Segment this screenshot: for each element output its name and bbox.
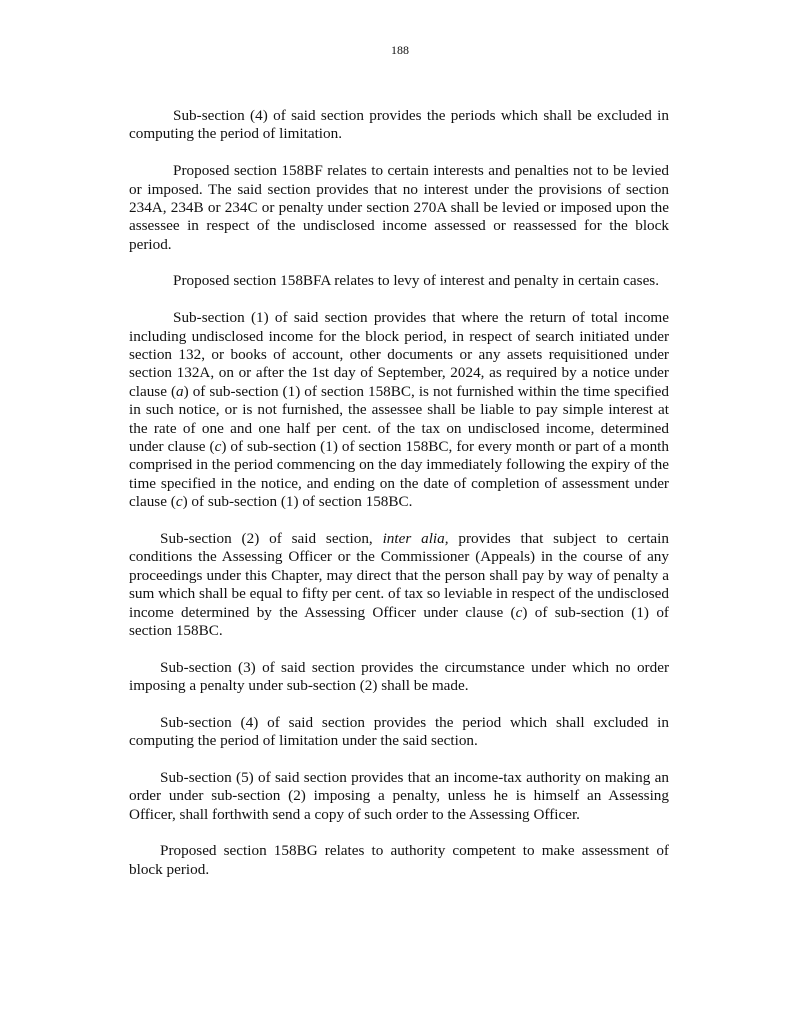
paragraph-158bfa-subsection-2 [129, 530, 669, 640]
text-segment: ) of sub-section (1) of section 158BC. [129, 603, 669, 639]
paragraph-158bfa-subsection-5: Sub-section (5) of said section provides that an income-tax authority on making an order under sub-section (2) imposing a penalty, unless he is himself an Assessing Officer, shall forthwith send a copy of such order to the Assessing Officer. [129, 768, 669, 823]
paragraph-158bfa: Proposed section 158BFA relates to levy of interest and penalty in certain cases. [173, 272, 660, 290]
italic-clause-letter: a [176, 382, 184, 400]
text-segment: provides that subject to certain conditions the Assessing Officer or the Commissioner (Appeals) in the course of any proceedings under this Chapter, may direct that the person shall pay by way of penalty a sum which shall be equal to fifty per cent. of tax so leviable in respect of the undisclosed income determined by the Assessing Officer under clause ( [129, 529, 669, 621]
italic-phrase: inter alia, [382, 529, 449, 547]
paragraph-limitation-exclusion: Sub-section (4) of said section provides the periods which shall be excluded in computing the period of limitation. [129, 107, 669, 143]
italic-clause-letter: c [515, 603, 523, 621]
paragraph-158bfa-subsection-4: Sub-section (4) of said section provides the period which shall excluded in computing the period of limitation under the said section. [129, 713, 669, 750]
text-segment: ) of sub-section (1) of section 158BC, for every month or part of a month comprised in the period commencing on the day immediately following the expiry of the time specified in the notice, and ending on the date of completion of assessment under clause ( [129, 437, 669, 511]
italic-clause-letter: c [214, 437, 222, 455]
text-segment: Sub-section (1) of said section provides that where the return of total income including undisclosed income for the block period, in respect of search initiated under section 132, or books of account, other documents or any assets requisitioned under section 132A, on or after the 1st day of September, 2024, as required by a notice under clause ( [129, 309, 669, 400]
page-number: 188 [391, 43, 409, 57]
italic-clause-letter: c [175, 493, 183, 511]
paragraph-158bg: Proposed section 158BG relates to authority competent to make assessment of block period. [129, 842, 669, 878]
paragraph-158bfa-subsection-1 [129, 309, 669, 511]
text-segment: ) of sub-section (1) of section 158BC, is not furnished within the time specified in such notice, or is not furnished, the assessee shall be liable to pay simple interest at the rate of one and one half per cent. of the tax on undisclosed income, determined under clause ( [129, 382, 669, 455]
document-body [129, 107, 669, 897]
text-segment: Sub-section (2) of said section, [160, 529, 383, 547]
paragraph-158bfa-subsection-3: Sub-section (3) of said section provides the circumstance under which no order imposing a penalty under sub-section (2) shall be made. [129, 658, 669, 695]
paragraph-158bf: Proposed section 158BF relates to certain interests and penalties not to be levied or imposed. The said section provides that no interest under the provisions of section 234A, 234B or 234C or penalty under section 270A shall be levied or imposed upon the assessee in respect of the undisclosed income assessed or reassessed for the block period. [129, 162, 669, 253]
text-segment: ) of sub-section (1) of section 158BC. [182, 493, 413, 511]
